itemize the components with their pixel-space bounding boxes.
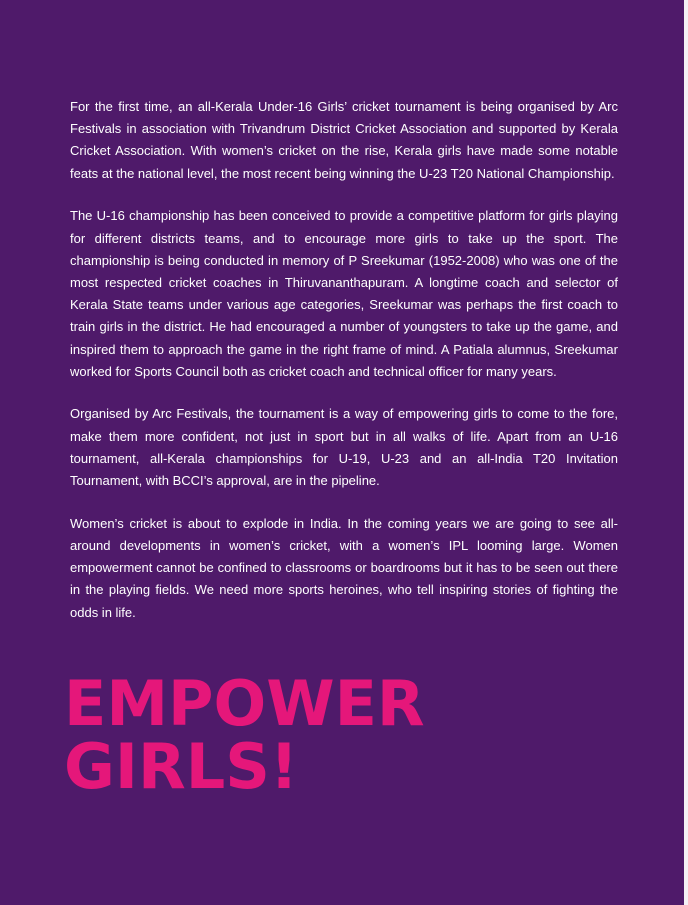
paragraph-intro: For the first time, an all-Kerala Under-16 Girls’ cricket tournament is being organised by Arc Festivals in association with Trivandrum District Cricket Association and supported by Kerala Cricket Association. With women’s cricket on the rise, Kerala girls have made some notable feats at the national level, the most recent being winning the U-23 T20 National Championship. <box>70 99 618 181</box>
paragraph-championship: The U-16 championship has been conceived to provide a competitive platform for girls playing for different districts teams, and to encourage more girls to take up the sport. The championship is being conducted in memory of P Sreekumar (1952-2008) who was one of the most respected cricket coaches in Thiruvananthapuram. A longtime coach and selector of Kerala State teams under various age categories, Sreekumar was perhaps the first coach to train girls in the district. He had encouraged a number of youngsters to take up the game, and inspired them to approach the game in the right frame of mind. A Patiala alumnus, Sreekumar worked for Sports Council both as cricket coach and technical officer for many years. <box>70 208 618 379</box>
article-body <box>70 96 618 644</box>
page-edge <box>684 0 688 905</box>
headline <box>64 667 425 803</box>
paragraph-womens-cricket: Women’s cricket is about to explode in India. In the coming years we are going to see all-around developments in women’s cricket, with a women’s IPL looming large. Women empowerment cannot be confined to classrooms or boardrooms but it has to be seen out there in the playing fields. We need more sports heroines, who tell inspiring stories of fighting the odds in life. <box>70 515 618 620</box>
headline-line-2: GIRLS! <box>64 730 299 803</box>
headline-line-1: EMPOWER <box>64 667 425 740</box>
paragraph-empowerment: Organised by Arc Festivals, the tournament is a way of empowering girls to come to the fore, make them more confident, not just in sport but in all walks of life. Apart from an U-16 tournament, all-Kerala championships for U-19, U-23 and an all-India T20 Invitation Tournament, with BCCI’s approval, are in the pipeline. <box>70 406 618 489</box>
